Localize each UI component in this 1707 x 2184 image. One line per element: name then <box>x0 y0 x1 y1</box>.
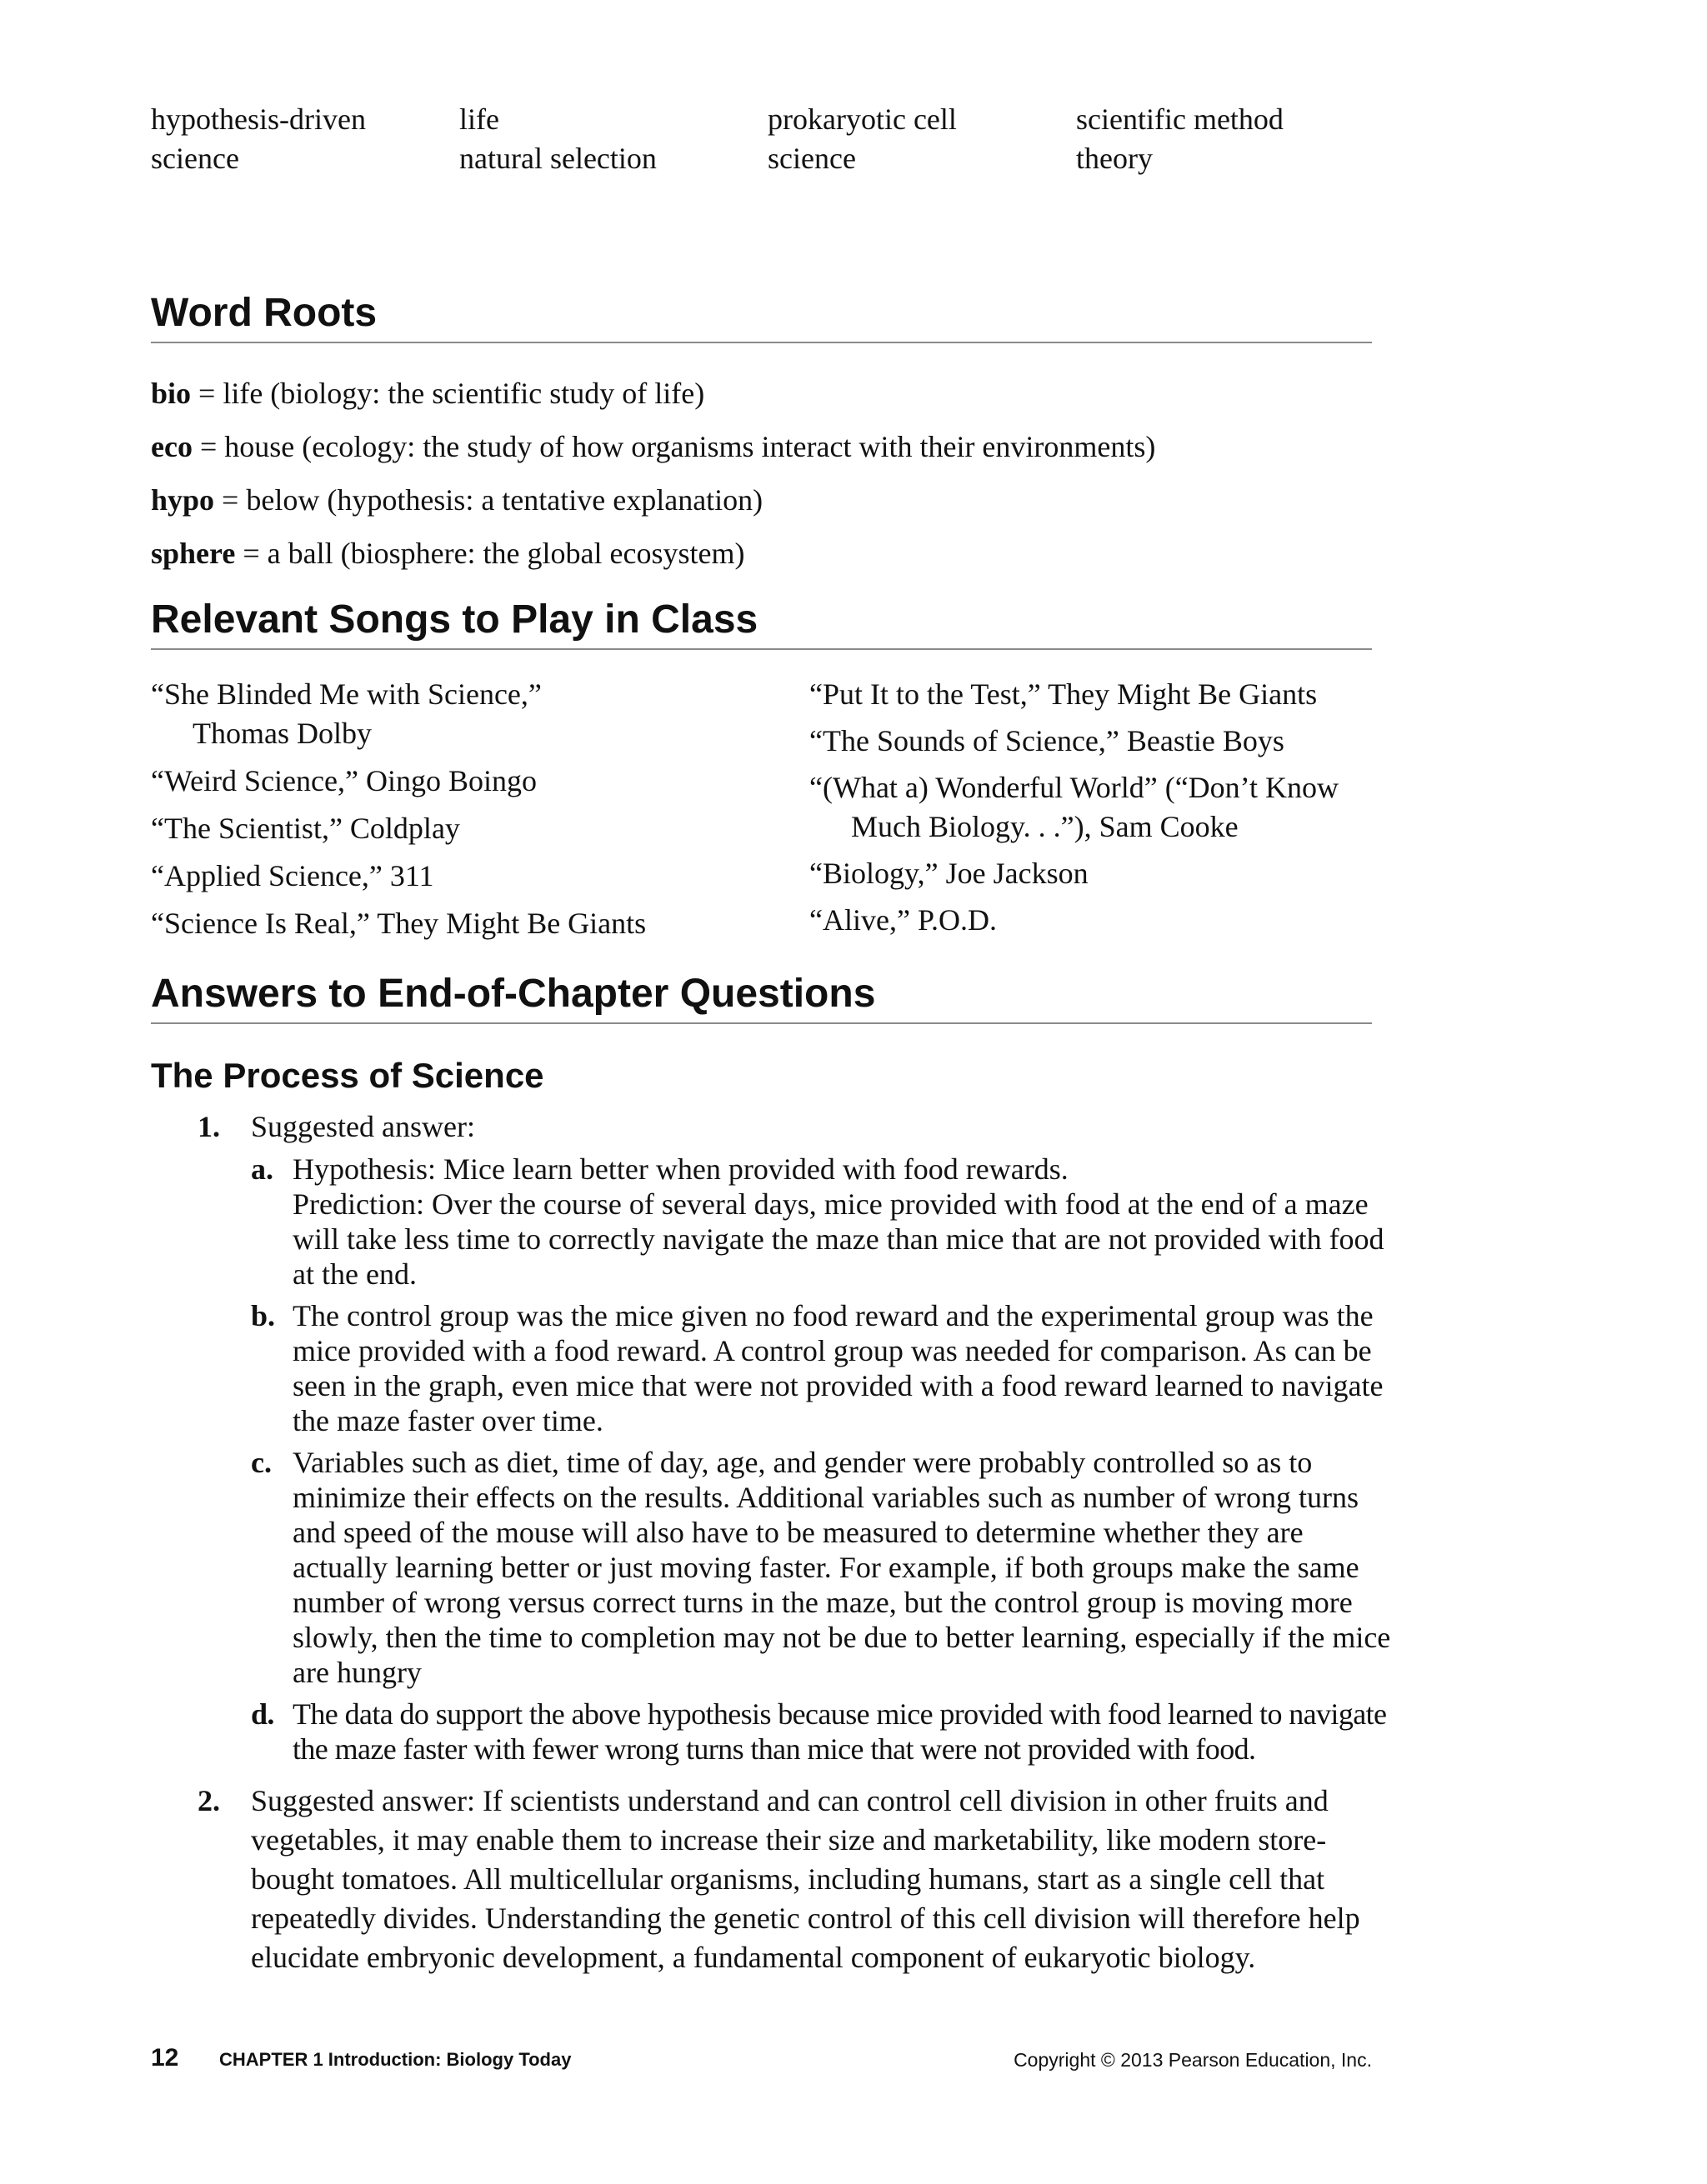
answer-item-2 <box>151 1782 1393 1977</box>
songs-list-left <box>151 675 784 952</box>
chapter-title: CHAPTER 1 Introduction: Biology Today <box>219 2049 572 2070</box>
word-root-definition: = a ball (biosphere: the global ecosystem) <box>235 537 745 570</box>
song-item: “The Scientist,” Coldplay <box>151 812 460 845</box>
word-root-item <box>151 473 1372 527</box>
word-root: eco <box>151 430 193 463</box>
song-item: “Alive,” P.O.D. <box>809 903 997 937</box>
song-title: “She Blinded Me with Science,” <box>151 677 542 711</box>
word-root: bio <box>151 377 192 410</box>
song-title: “(What a) Wonderful World” (“Don’t Know <box>809 771 1339 804</box>
sub-answer-label: b. <box>251 1299 276 1332</box>
songs-list-right <box>809 675 1393 947</box>
sub-answer-c <box>251 1445 1393 1690</box>
song-artist: Much Biology. . .”), Sam Cooke <box>851 810 1239 843</box>
word-root-definition: = below (hypothesis: a tentative explanation) <box>214 483 763 517</box>
song-item: “Weird Science,” Oingo Boingo <box>151 764 537 797</box>
key-term: prokaryotic cell <box>768 102 957 136</box>
song-item: “The Sounds of Science,” Beastie Boys <box>809 724 1284 757</box>
key-term: scientific method <box>1076 102 1284 136</box>
key-terms-grid <box>151 100 1393 178</box>
key-terms-column-2 <box>459 100 768 178</box>
songs-heading: Relevant Songs to Play in Class <box>151 597 758 642</box>
word-root-item <box>151 527 1372 580</box>
song-item <box>151 675 784 753</box>
song-item <box>809 768 1393 847</box>
key-terms-column-3 <box>768 100 1076 178</box>
answer-text: Suggested answer: If scientists understand and can control cell division in other fruits and vegetables, it may enable them to increase their size and marketability, like modern store-bought tomatoes. All multicellular organisms, including humans, start as a single cell that repeatedly divides. Understanding the genetic control of this cell division will therefore help elucidate embryonic development, a fundamental component of eukaryotic biology. <box>251 1784 1360 1974</box>
word-roots-list <box>151 367 1372 580</box>
sub-answer-d <box>251 1697 1393 1767</box>
sub-answer-a <box>251 1152 1393 1292</box>
page-footer <box>151 2044 1372 2077</box>
page-number: 12 <box>151 2044 179 2072</box>
word-root: hypo <box>151 483 215 517</box>
sub-answer-text: The data do support the above hypothesis because mice provided with food learned to navigate the maze faster with fewer wrong turns than mice that were not provided with food. <box>293 1697 1387 1766</box>
key-term: hypothesis-driven <box>151 102 366 136</box>
song-artist: Thomas Dolby <box>193 717 372 750</box>
key-term: science <box>768 142 856 175</box>
key-term: life <box>459 102 499 136</box>
word-root-item <box>151 420 1372 473</box>
key-term: natural selection <box>459 142 657 175</box>
sub-answer-label: c. <box>251 1446 272 1479</box>
section-divider <box>151 648 1372 650</box>
word-root-item <box>151 367 1372 420</box>
answer-text: Suggested answer: <box>251 1110 475 1143</box>
song-item: “Applied Science,” 311 <box>151 859 434 892</box>
copyright-notice: Copyright © 2013 Pearson Education, Inc. <box>1014 2049 1372 2071</box>
word-roots-heading: Word Roots <box>151 291 378 335</box>
process-of-science-subheading: The Process of Science <box>151 1056 544 1095</box>
sub-answer-text: The control group was the mice given no food reward and the experimental group was the mice provided with a food reward. A control group was needed for comparison. As can be seen in the graph, even mice that were not provided with a food reward learned to navigate the maze faster over time. <box>293 1299 1384 1437</box>
question-number: 1. <box>198 1110 220 1143</box>
song-item: “Biology,” Joe Jackson <box>809 857 1089 890</box>
key-terms-column-1 <box>151 100 459 178</box>
word-root: sphere <box>151 537 236 570</box>
answer-item-1 <box>151 1108 1393 1767</box>
section-divider <box>151 342 1372 343</box>
key-term: theory <box>1076 142 1153 175</box>
prediction-text: Prediction: Over the course of several days, mice provided with food at the end of a maze will take less time to correctly navigate the maze than mice that are not provided with food at the end. <box>293 1187 1384 1291</box>
answers-list <box>151 1108 1393 1977</box>
answers-heading: Answers to End-of-Chapter Questions <box>151 972 876 1016</box>
word-root-definition: = life (biology: the scientific study of life) <box>191 377 705 410</box>
key-term: science <box>151 142 239 175</box>
sub-answers <box>251 1152 1393 1767</box>
question-number: 2. <box>198 1784 220 1817</box>
word-root-definition: = house (ecology: the study of how organisms interact with their environments) <box>192 430 1156 463</box>
song-item: “Put It to the Test,” They Might Be Giants <box>809 677 1318 711</box>
section-divider <box>151 1022 1372 1024</box>
key-terms-column-4 <box>1076 100 1384 178</box>
hypothesis-text: Hypothesis: Mice learn better when provided with food rewards. <box>293 1152 1069 1186</box>
sub-answer-text: Variables such as diet, time of day, age, and gender were probably controlled so as to minimize their effects on the results. Additional variables such as number of wrong turns and speed of the mouse will also have to be measured to determine whether they are actually learning better or just moving faster. For example, if both groups make the same number of wrong versus correct turns in the maze, but the control group is moving more slowly, then the time to completion may not be due to better learning, especially if the mice are hungry <box>293 1446 1391 1689</box>
sub-answer-label: a. <box>251 1152 273 1186</box>
sub-answer-label: d. <box>251 1697 274 1731</box>
song-item: “Science Is Real,” They Might Be Giants <box>151 907 647 940</box>
sub-answer-b <box>251 1298 1393 1438</box>
